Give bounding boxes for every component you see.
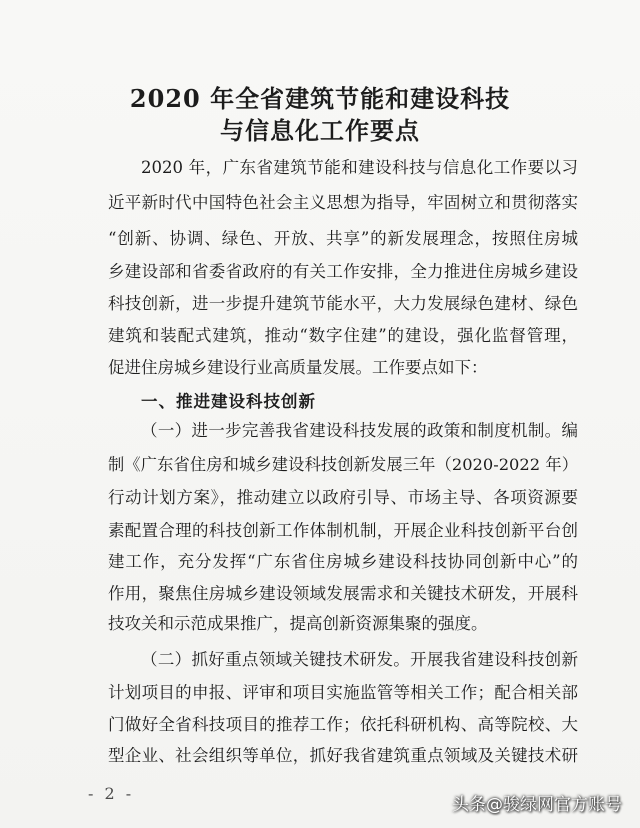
source-watermark: 头条@骏绿网官方账号	[452, 795, 622, 815]
page-number: - 2 -	[88, 784, 135, 803]
subsection-line: 型企业、社会组织等单位，抓好我省建筑重点领域及关键技术研	[108, 746, 578, 765]
section-heading: 一、推进建设科技创新	[141, 392, 316, 411]
subsection-line: 建工作，充分发挥“广东省住房城乡建设科技协同创新中心”的	[108, 552, 578, 571]
intro-paragraph-line: 乡建设部和省委省政府的有关工作安排，全力推进住房城乡建设	[108, 262, 578, 281]
document-title-line-2: 与信息化工作要点	[220, 116, 420, 145]
subsection-line: 制《广东省住房和城乡建设科技创新发展三年（2020-2022 年）	[108, 455, 578, 474]
subsection-line: 素配置合理的科技创新工作体制机制，开展企业科技创新平台创	[108, 521, 578, 540]
intro-paragraph-line: “创新、协调、绿色、开放、共享”的新发展理念，按照住房城	[108, 229, 578, 248]
subsection-line: 行动计划方案》，推动建立以政府引导、市场主导、各项资源要	[108, 488, 578, 507]
intro-paragraph-line: 建筑和装配式建筑，推动“数字住建”的建设，强化监督管理，	[108, 326, 578, 345]
subsection-line: （二）抓好重点领域关键技术研发。开展我省建设科技创新	[141, 650, 578, 669]
intro-paragraph-line: 科技创新，进一步提升建筑节能水平，大力发展绿色建材、绿色	[108, 294, 578, 313]
subsection-line: 作用，聚焦住房城乡建设领域发展需求和关键技术研发，开展科	[108, 584, 578, 603]
document-title-line-1: 2020 年全省建筑节能和建设科技	[129, 84, 511, 113]
subsection-line: （一）进一步完善我省建设科技发展的政策和制度机制。编	[141, 421, 578, 440]
subsection-line: 计划项目的申报、评审和项目实施监管等相关工作；配合相关部	[108, 683, 578, 702]
intro-paragraph-line: 促进住房城乡建设行业高质量发展。工作要点如下：	[108, 358, 488, 377]
intro-paragraph-line: 2020 年，广东省建筑节能和建设科技与信息化工作要以习	[141, 158, 578, 177]
subsection-line: 技攻关和示范成果推广，提高创新资源集聚的强度。	[108, 614, 488, 633]
intro-paragraph-line: 近平新时代中国特色社会主义思想为指导，牢固树立和贯彻落实	[108, 193, 578, 212]
subsection-line: 门做好全省科技项目的推荐工作；依托科研机构、高等院校、大	[108, 715, 578, 734]
